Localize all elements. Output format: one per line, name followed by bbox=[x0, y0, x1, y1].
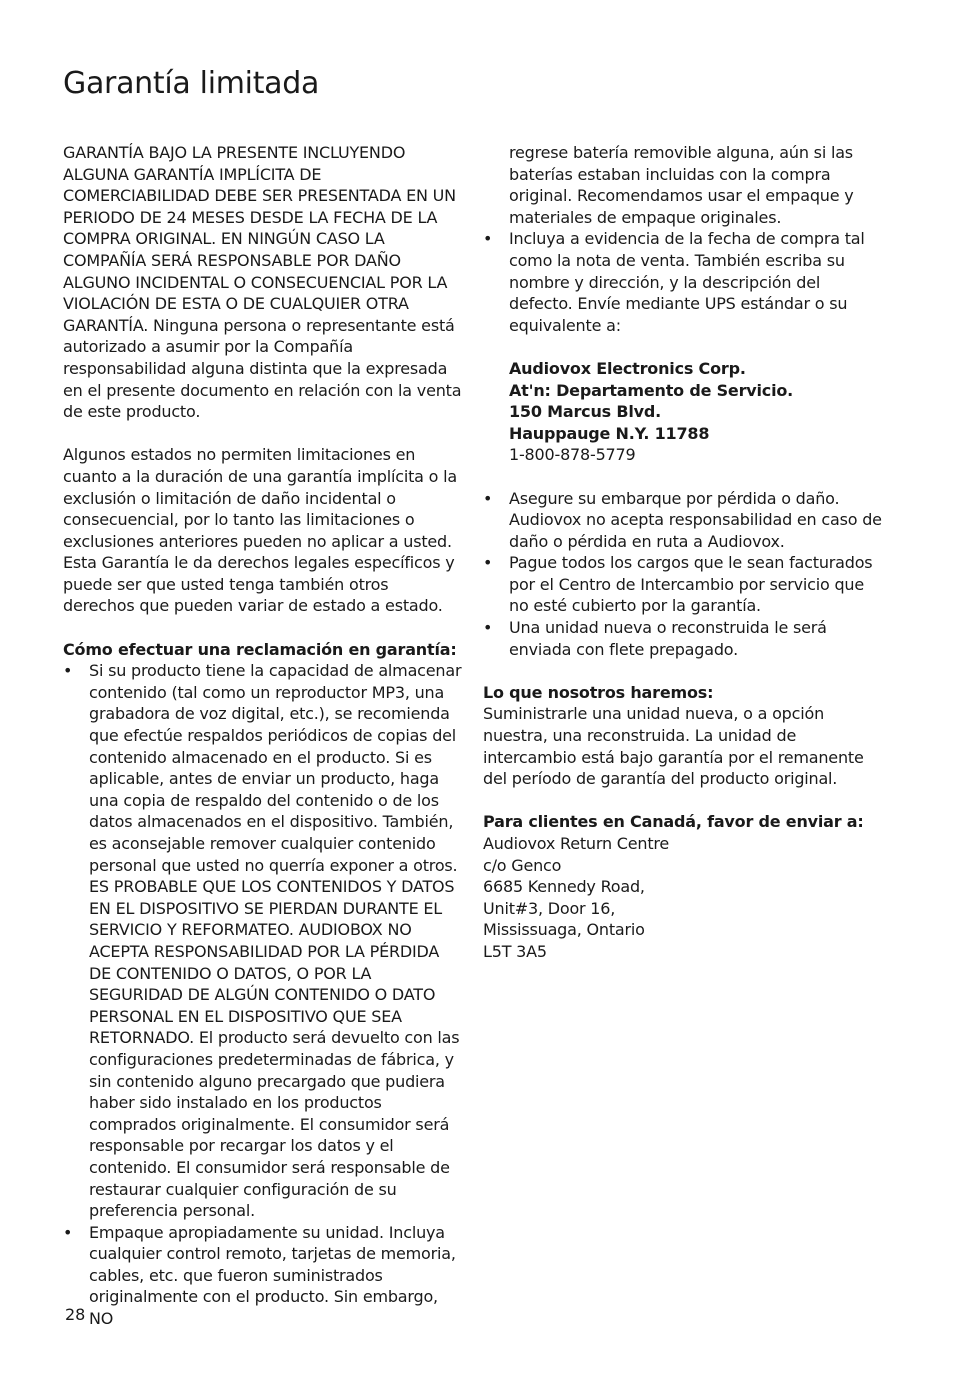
right-column bbox=[483, 142, 888, 963]
list-item: • Incluya a evidencia de la fecha de compra tal como la nota de venta. También escriba su nombre y dirección, y la descripción del defecto. Envíe mediante UPS estándar o su equivalente a: bbox=[483, 228, 888, 336]
list-item: • Empaque apropiadamente su unidad. Incluya cualquier control remoto, tarjetas de memoria, cables, etc. que fueron suministrados originalmente con el producto. Sin embargo, NO bbox=[63, 1222, 463, 1330]
address-line: 6685 Kennedy Road, bbox=[483, 877, 645, 897]
canada-address bbox=[483, 833, 888, 963]
what-we-do-paragraph: Suministrarle una unidad nueva, o a opción nuestra, una reconstruida. La unidad de intercambio está bajo garantía por el remanente del período de garantía del producto original. bbox=[483, 704, 864, 789]
address-line: Audiovox Electronics Corp. bbox=[509, 358, 746, 378]
address-line: Audiovox Return Centre bbox=[483, 834, 670, 853]
what-we-do-heading: Lo que nosotros haremos: bbox=[483, 682, 714, 702]
claim-heading: Cómo efectuar una reclamación en garantía: bbox=[63, 639, 457, 659]
canada-heading: Para clientes en Canadá, favor de enviar a: bbox=[483, 812, 864, 832]
list-item: • Pague todos los cargos que le sean facturados por el Centro de Intercambio por servicio que no esté cubierto por la garantía. bbox=[483, 552, 888, 617]
address-line: Hauppauge N.Y. 11788 bbox=[509, 423, 710, 443]
left-column bbox=[63, 142, 463, 1330]
address-line: Mississuaga, Ontario bbox=[483, 920, 645, 940]
address-line: 150 Marcus Blvd. bbox=[509, 402, 661, 422]
state-rights-paragraph: Algunos estados no permiten limitaciones en cuanto a la duración de una garantía implícita o la exclusión o limitación de daño incidental o consecuencial, por lo tanto las limitaciones o exclusiones anteriores pueden no aplicar a usted. Esta Garantía le da derechos legales específicos y puede ser que usted tenga también otros derechos que pueden variar de estado a estado. bbox=[63, 445, 457, 616]
warranty-disclaimer-paragraph: GARANTÍA BAJO LA PRESENTE INCLUYENDO ALGUNA GARANTÍA IMPLÍCITA DE COMERCIABILIDAD DEBE SER PRESENTADA EN UN PERIODO DE 24 MESES DESDE LA FECHA DE LA COMPRA ORIGINAL. EN NINGÚN CASO LA COMPAÑÍA SERÁ RESPONSABLE POR DAÑO ALGUNO INCIDENTAL O CONSECUENCIAL POR LA VIOLACIÓN DE ESTA O DE CUALQUIER OTRA GARANTÍA. Ninguna persona o representante está autorizado a asumir por la Compañía responsabilidad alguna distinta que la expresada en el presente documento en relación con la venta de este producto. bbox=[63, 143, 462, 422]
page-title: Garantía limitada bbox=[63, 66, 320, 101]
list-item: regrese batería removible alguna, aún si las baterías estaban incluidas con la compra original. Recomendamos usar el empaque y materiales de empaque originales. bbox=[509, 143, 854, 227]
address-line: c/o Genco bbox=[483, 855, 562, 875]
claim-steps-list-continued bbox=[483, 142, 888, 336]
shipping-steps-list bbox=[483, 488, 888, 661]
phone-number: 1-800-878-5779 bbox=[509, 445, 636, 465]
page-number: 28 bbox=[65, 1305, 86, 1324]
address-line: L5T 3A5 bbox=[483, 941, 547, 961]
claim-steps-list bbox=[63, 660, 463, 1329]
address-line: Unit#3, Door 16, bbox=[483, 898, 616, 918]
service-address bbox=[483, 358, 888, 466]
list-item: • Asegure su embarque por pérdida o daño. Audiovox no acepta responsabilidad en caso de daño o pérdida en ruta a Audiovox. bbox=[483, 488, 888, 553]
list-item: • Una unidad nueva o reconstruida le será enviada con flete prepagado. bbox=[483, 617, 888, 660]
address-line: At'n: Departamento de Servicio. bbox=[509, 380, 794, 400]
list-item: • Si su producto tiene la capacidad de almacenar contenido (tal como un reproductor MP3, una grabadora de voz digital, etc.), se recomienda que efectúe respaldos periódicos de copias del contenido almacenado en el producto. Si es aplicable, antes de enviar un producto, haga una copia de respaldo del contenido o de los datos almacenados en el dispositivo. También, es aconsejable remover cualquier contenido personal que usted no querría exponer a otros. ES PROBABLE QUE LOS CONTENIDOS Y DATOS EN EL DISPOSITIVO SE PIERDAN DURANTE EL SERVICIO Y REFORMATEO. AUDIOBOX NO ACEPTA RESPONSABILIDAD POR LA PÉRDIDA DE CONTENIDO O DATOS, O POR LA SEGURIDAD DE ALGÚN CONTENIDO O DATO PERSONAL EN EL DISPOSITIVO QUE SEA RETORNADO. El producto será devuelto con las configuraciones predeterminadas de fábrica, y sin contenido alguno precargado que pudiera haber sido instalado en los productos comprados originalmente. El consumidor será responsable por recargar los datos y el contenido. El consumidor será responsable de restaurar cualquier configuración de su preferencia personal. bbox=[63, 660, 463, 1221]
